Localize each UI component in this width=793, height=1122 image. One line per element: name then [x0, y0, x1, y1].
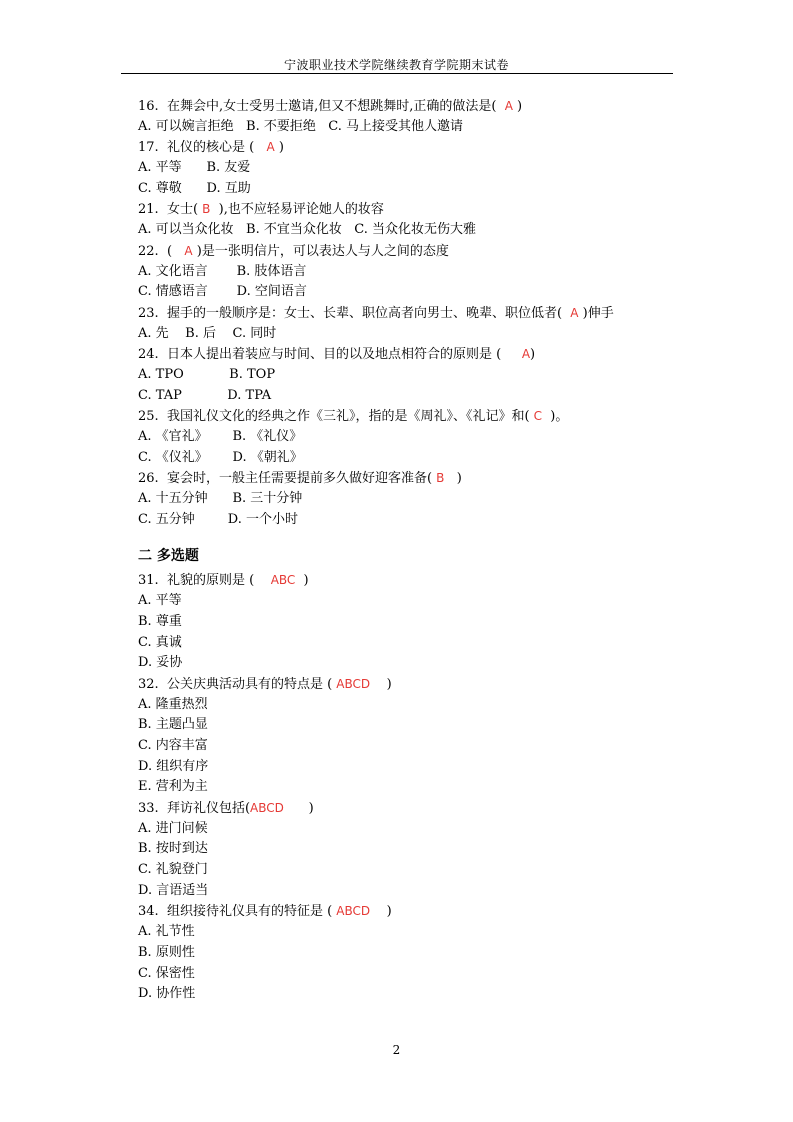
options-24-row2: C. TAP D. TPA	[138, 387, 272, 403]
section-title-multiple-choice: 二 多选题	[138, 548, 199, 565]
question-25: 25. 我国礼仪文化的经典之作《三礼》，指的是《周礼》、《礼记》和( C )。	[138, 409, 569, 425]
option-34-d: D. 协作性	[138, 986, 196, 1002]
question-23: 23. 握手的一般顺序是：女士、长辈、职位高者向男士、晚辈、职位低者( A )伸手	[138, 305, 614, 321]
answer-34: ABCD	[336, 904, 371, 919]
options-23: A. 先 B. 后 C. 同时	[138, 325, 277, 341]
option-32-c: C. 内容丰富	[138, 737, 208, 753]
option-32-d: D. 组织有序	[138, 758, 209, 774]
question-31: 31. 礼貌的原则是 ( ABC )	[138, 573, 309, 589]
options-25-row2: C. 《仪礼》 D. 《朝礼》	[138, 449, 303, 465]
answer-32: ABCD	[336, 676, 371, 691]
answer-26: B	[436, 471, 445, 486]
option-34-a: A. 礼节性	[138, 924, 195, 940]
options-17-row1: A. 平等 B. 友爱	[138, 160, 251, 176]
page-number: 2	[392, 1043, 401, 1057]
question-21: 21. 女士( B ),也不应轻易评论她人的妆容	[138, 202, 384, 218]
answer-31: ABC	[270, 573, 296, 588]
question-33: 33. 拜访礼仪包括(ABCD )	[138, 801, 314, 816]
option-33-d: D. 言语适当	[138, 882, 209, 898]
answer-22: A	[184, 243, 193, 258]
option-32-e: E. 营利为主	[138, 779, 208, 795]
options-21: A. 可以当众化妆 B. 不宜当众化妆 C. 当众化妆无伤大雅	[138, 222, 477, 238]
answer-25: C	[533, 409, 543, 424]
answer-17: A	[266, 140, 275, 155]
answer-16: A	[504, 99, 513, 113]
answer-24: A	[521, 347, 531, 362]
answer-21: B	[202, 202, 211, 217]
options-24-row1: A. TPO B. TOP	[138, 366, 276, 382]
question-26: 26. 宴会时，一般主任需要提前多久做好迎客准备( B )	[138, 471, 462, 487]
option-31-b: B. 尊重	[138, 613, 182, 629]
question-17: 17. 礼仪的核心是 ( A )	[138, 140, 284, 156]
exam-content	[138, 96, 678, 1005]
options-16: A. 可以婉言拒绝 B. 不要拒绝 C. 马上接受其他人邀请	[138, 118, 464, 134]
option-34-b: B. 原则性	[138, 944, 195, 960]
header-rule	[121, 73, 673, 74]
options-17-row2: C. 尊敬 D. 互助	[138, 180, 251, 196]
option-32-a: A. 隆重热烈	[138, 696, 208, 712]
option-31-d: D. 妥协	[138, 655, 183, 671]
option-31-c: C. 真诚	[138, 634, 182, 650]
option-33-a: A. 进门问候	[138, 820, 208, 836]
question-34: 34. 组织接待礼仪具有的特征是 ( ABCD )	[138, 904, 392, 920]
question-32: 32. 公关庆典活动具有的特点是 ( ABCD )	[138, 676, 392, 692]
options-22-row2: C. 情感语言 D. 空间语言	[138, 284, 307, 300]
options-26-row1: A. 十五分钟 B. 三十分钟	[138, 491, 303, 507]
option-31-a: A. 平等	[138, 593, 182, 609]
page-header: 宁波职业技术学院继续教育学院期末试卷	[283, 58, 509, 72]
question-22: 22. ( A )是一张明信片，可以表达人与人之间的态度	[138, 243, 449, 259]
option-33-b: B. 按时到达	[138, 841, 208, 857]
options-25-row1: A. 《官礼》 B. 《礼仪》	[138, 429, 303, 444]
option-34-c: C. 保密性	[138, 965, 195, 981]
option-33-c: C. 礼貌登门	[138, 862, 208, 878]
option-32-b: B. 主题凸显	[138, 717, 208, 733]
question-24: 24. 日本人提出着装应与时间、目的以及地点相符合的原则是 ( A)	[138, 347, 536, 363]
section-gap	[138, 530, 678, 542]
question-16: 16. 在舞会中,女士受男士邀请,但又不想跳舞时,正确的做法是( A )	[138, 99, 523, 114]
options-22-row1: A. 文化语言 B. 肢体语言	[138, 263, 307, 279]
answer-23: A	[570, 305, 579, 320]
options-26-row2: C. 五分钟 D. 一个小时	[138, 511, 299, 527]
answer-33: ABCD	[250, 801, 284, 815]
